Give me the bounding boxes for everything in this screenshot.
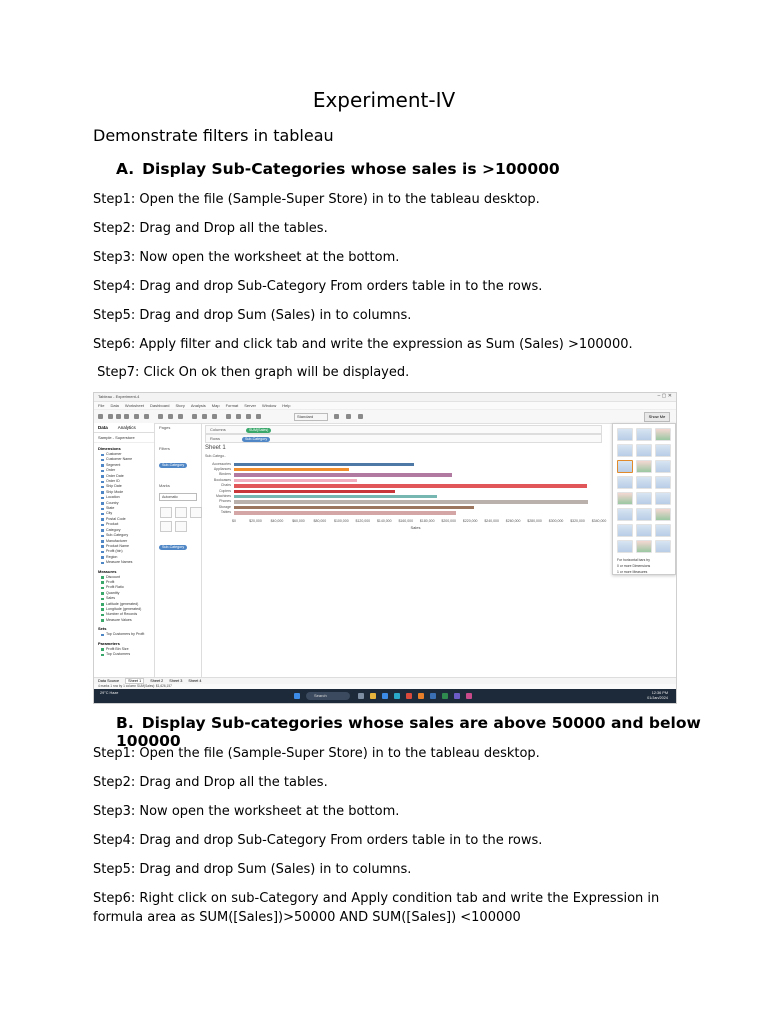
highlight-icon[interactable] — [226, 414, 231, 419]
field-item[interactable]: Category — [94, 528, 154, 533]
show-me-chart-option[interactable] — [617, 476, 633, 489]
section-b-step-4: Step4: Drag and drop Sub-Category From orders table in to the rows. — [93, 833, 543, 848]
tableau-logo-icon — [98, 414, 103, 419]
show-me-chart-option[interactable] — [636, 524, 652, 537]
category-label: Bookcases — [213, 477, 231, 482]
section-b-step-2: Step2: Drag and Drop all the tables. — [93, 775, 328, 790]
category-label: Binders — [219, 472, 231, 477]
bar[interactable] — [234, 500, 588, 504]
bar[interactable] — [234, 468, 349, 472]
x-tick-label: $140,000 — [376, 519, 392, 523]
x-tick-label: $120,000 — [355, 519, 371, 523]
tableau-screenshot — [93, 392, 677, 704]
store-icon[interactable] — [394, 693, 400, 699]
windows-taskbar — [94, 689, 676, 703]
sort-desc-icon[interactable] — [212, 414, 217, 419]
filter-pill[interactable]: Sub-Category — [159, 463, 187, 468]
field-item[interactable]: Segment — [94, 463, 154, 468]
dimensions-header: Dimensions — [98, 446, 121, 451]
cards-pane — [155, 423, 202, 685]
show-me-chart-option[interactable] — [655, 540, 671, 553]
show-me-chart-option[interactable] — [655, 524, 671, 537]
field-item[interactable]: Number of Records — [94, 612, 154, 617]
field-item[interactable]: Sales — [94, 596, 154, 601]
field-item[interactable]: Order — [94, 468, 154, 473]
field-item[interactable]: Longitude (generated) — [94, 607, 154, 612]
tableau-icon[interactable] — [430, 693, 436, 699]
show-me-chart-option[interactable] — [655, 476, 671, 489]
columns-shelf[interactable] — [205, 425, 602, 434]
field-item[interactable]: Top Customers — [94, 652, 154, 657]
bar[interactable] — [234, 473, 452, 477]
label-button[interactable] — [190, 507, 202, 518]
rows-shelf[interactable] — [205, 434, 602, 443]
x-tick-label: $80,000 — [313, 519, 327, 523]
new-datasource-icon[interactable] — [134, 414, 139, 419]
field-item[interactable]: Top Customers by Profit — [94, 632, 154, 637]
excel-icon[interactable] — [442, 693, 448, 699]
sheet-tab[interactable]: Sheet 3 — [169, 679, 183, 683]
x-tick-label: $320,000 — [570, 519, 585, 523]
category-label: Copiers — [218, 488, 231, 493]
x-axis-title: Sales — [410, 525, 421, 530]
section-a-step-2: Step2: Drag and Drop all the tables. — [93, 221, 328, 236]
menu-item[interactable]: Dashboard — [149, 403, 170, 408]
x-tick-label: $180,000 — [419, 519, 435, 523]
parameter-list — [94, 647, 154, 658]
category-label: Phones — [219, 499, 231, 504]
back-icon[interactable] — [108, 414, 113, 419]
show-me-dims: 0 or more Dimensions — [617, 564, 651, 568]
section-b-step-5: Step5: Drag and drop Sum (Sales) in to columns. — [93, 862, 412, 877]
show-me-chart-option[interactable] — [636, 540, 652, 553]
task-view-icon[interactable] — [358, 693, 364, 699]
category-label: Storage — [218, 504, 231, 509]
toolbar — [94, 410, 676, 424]
x-tick-label: $220,000 — [462, 519, 478, 523]
show-me-grid — [613, 424, 675, 557]
bar[interactable] — [234, 484, 587, 488]
show-me-chart-option[interactable] — [617, 524, 633, 537]
show-me-chart-option[interactable] — [636, 492, 652, 505]
show-me-note: For horizontal bars try — [617, 558, 650, 562]
measure-list — [94, 575, 154, 624]
field-item[interactable]: Quantity — [94, 591, 154, 596]
analytics-tab[interactable]: Analytics — [117, 425, 136, 430]
pause-icon[interactable] — [144, 414, 149, 419]
section-b-letter: B. — [116, 714, 134, 732]
menu-item[interactable]: Worksheet — [124, 403, 144, 408]
data-source[interactable]: Sample - Superstore — [94, 433, 154, 443]
share-icon[interactable] — [358, 414, 363, 419]
field-item[interactable]: Latitude (generated) — [94, 602, 154, 607]
field-item[interactable]: Customer — [94, 452, 154, 457]
bar[interactable] — [234, 463, 414, 467]
show-me-chart-option[interactable] — [617, 540, 633, 553]
pages-card: Pages — [159, 425, 171, 430]
show-me-chart-option[interactable] — [636, 476, 652, 489]
section-a-step-7: Step7: Click On ok then graph will be displayed. — [93, 365, 410, 380]
bar[interactable] — [234, 506, 474, 510]
marks-card: Marks — [159, 483, 170, 488]
x-tick-label: $200,000 — [441, 519, 457, 523]
menu-item[interactable]: File — [98, 403, 105, 408]
show-me-chart-option[interactable] — [636, 460, 652, 473]
bar[interactable] — [234, 495, 437, 499]
fit-dropdown[interactable]: Standard — [294, 413, 328, 421]
menu-item[interactable]: Analysis — [190, 403, 206, 408]
marks-pill[interactable]: Sub-Category — [159, 545, 187, 550]
clear-icon[interactable] — [178, 414, 183, 419]
forward-icon[interactable] — [116, 414, 121, 419]
viz-canvas — [202, 423, 607, 685]
field-item[interactable]: Measure Names — [94, 560, 154, 565]
show-me-chart-option[interactable] — [617, 460, 633, 473]
clock-time: 12:36 PM — [651, 691, 668, 695]
dimension-list — [94, 452, 154, 566]
parameters-header: Parameters — [98, 640, 120, 646]
show-me-chart-option[interactable] — [617, 492, 633, 505]
edge-icon[interactable] — [382, 693, 388, 699]
section-a-heading — [116, 160, 560, 178]
taskbar-clock[interactable] — [647, 691, 668, 701]
show-me-chart-option[interactable] — [617, 508, 633, 521]
field-item[interactable]: Order Date — [94, 474, 154, 479]
tooltip-button[interactable] — [175, 521, 187, 532]
columns-label: Columns — [210, 427, 226, 432]
show-me-chart-option[interactable] — [636, 508, 652, 521]
menu-item[interactable]: Help — [282, 403, 291, 408]
sets-header: Sets — [98, 626, 107, 632]
menu-item[interactable]: Window — [262, 403, 277, 408]
status-bar: 4 marks 1 row by 1 column SUM(Sales): $1,626,157 — [94, 684, 677, 689]
sheet-tab[interactable]: Sheet 4 — [188, 679, 202, 683]
present-icon[interactable] — [346, 414, 351, 419]
field-item[interactable]: Product — [94, 522, 154, 527]
weather-widget[interactable]: 29°C Haze — [100, 691, 119, 695]
measures-header: Measures — [98, 568, 117, 574]
x-tick-label: $300,000 — [548, 519, 564, 523]
x-tick-label: $40,000 — [270, 519, 284, 523]
swap-icon[interactable] — [192, 414, 197, 419]
x-tick-label: $160,000 — [398, 519, 414, 523]
section-a-step-3: Step3: Now open the worksheet at the bottom. — [93, 250, 400, 265]
field-item[interactable]: Profit (bin) — [94, 549, 154, 554]
rows-pill[interactable]: Sub-Category — [242, 437, 270, 442]
rows-label: Rows — [210, 436, 221, 441]
clock-date: 01/Jan/2024 — [647, 696, 668, 700]
category-label: Appliances — [213, 466, 231, 471]
sheet-tab[interactable]: Sheet 2 — [150, 679, 164, 683]
menu-item[interactable]: Format — [225, 403, 239, 408]
group-icon[interactable] — [236, 414, 241, 419]
show-me-chart-option[interactable] — [655, 460, 671, 473]
mark-type-dropdown[interactable]: Automatic — [159, 493, 197, 501]
field-item[interactable]: Sub-Category — [94, 533, 154, 538]
section-b-step-6: Step6: Right click on sub-Category and Apply condition tab and write the Expression in formula area as SUM([Sales])>50000 AND SUM([Sales]) <100000 — [93, 891, 660, 925]
menu-item[interactable]: Story — [175, 403, 185, 408]
show-me-measures: 1 or more Measures — [617, 570, 648, 574]
new-worksheet-icon[interactable] — [158, 414, 163, 419]
show-me-panel — [612, 423, 676, 575]
x-tick-label: $340,000 — [591, 519, 607, 523]
field-item[interactable]: Ship Mode — [94, 490, 154, 495]
field-item[interactable]: Manufacturer — [94, 539, 154, 544]
x-tick-label: $260,000 — [505, 519, 521, 523]
show-me-chart-option[interactable] — [655, 508, 671, 521]
show-me-chart-option[interactable] — [636, 428, 652, 441]
section-a-step-4: Step4: Drag and drop Sub-Category From orders table in to the rows. — [93, 279, 543, 294]
section-a-step-5: Step5: Drag and drop Sum (Sales) in to columns. — [93, 308, 412, 323]
taskbar-search[interactable]: Search — [306, 692, 350, 700]
size-button[interactable] — [175, 507, 187, 518]
x-tick-label: $20,000 — [249, 519, 262, 523]
field-item[interactable]: Region — [94, 555, 154, 560]
section-b-heading — [116, 714, 768, 750]
field-item[interactable]: Profit Ratio — [94, 585, 154, 590]
field-item[interactable]: Profit Bin Size — [94, 647, 154, 652]
data-pane-tabs — [94, 423, 154, 433]
data-pane — [94, 423, 155, 685]
row-header: Sub-Catego.. — [205, 454, 227, 458]
chrome-icon[interactable] — [406, 693, 412, 699]
bar[interactable] — [234, 479, 357, 483]
document-title: Experiment-IV — [312, 88, 456, 112]
section-b-step-3: Step3: Now open the worksheet at the bottom. — [93, 804, 400, 819]
category-label: Machines — [216, 493, 231, 498]
bar[interactable] — [234, 490, 395, 494]
app-icon-3[interactable] — [466, 693, 472, 699]
field-item[interactable]: Postal Code — [94, 517, 154, 522]
columns-pill[interactable]: SUM(Sales) — [246, 428, 271, 433]
marks-buttons — [155, 504, 201, 535]
show-me-chart-option[interactable] — [655, 492, 671, 505]
field-item[interactable]: Discount — [94, 575, 154, 580]
x-tick-label: $280,000 — [527, 519, 542, 523]
section-a-letter: A. — [116, 160, 135, 178]
menu-item[interactable]: Data — [110, 403, 119, 408]
section-b-step-1: Step1: Open the file (Sample-Super Store) in to the tableau desktop. — [93, 746, 540, 761]
menu-item[interactable]: Map — [211, 403, 220, 408]
show-cards-icon[interactable] — [334, 414, 339, 419]
color-button[interactable] — [160, 507, 172, 518]
data-tab[interactable]: Data — [98, 425, 108, 430]
field-item[interactable]: Customer Name — [94, 457, 154, 462]
duplicate-icon[interactable] — [168, 414, 173, 419]
sheet-title: Sheet 1 — [205, 445, 226, 451]
file-explorer-icon[interactable] — [370, 693, 376, 699]
sheet-tab[interactable]: Sheet 1 — [125, 678, 144, 684]
fix-axes-icon[interactable] — [256, 414, 261, 419]
sort-asc-icon[interactable] — [202, 414, 207, 419]
set-list — [94, 632, 154, 637]
x-tick-label: $60,000 — [292, 519, 305, 523]
start-icon[interactable] — [294, 693, 300, 699]
section-a-heading-text: Display Sub-Categories whose sales is >100000 — [142, 160, 560, 178]
show-me-chart-option[interactable] — [655, 444, 671, 457]
show-me-chart-option[interactable] — [617, 444, 633, 457]
section-b-heading-text: Display Sub-categories whose sales are above 50000 and below 100000 — [116, 714, 701, 750]
show-me-chart-option[interactable] — [636, 444, 652, 457]
section-a-step-1: Step1: Open the file (Sample-Super Store) in to the tableau desktop. — [93, 192, 540, 207]
field-item[interactable]: Ship Date — [94, 484, 154, 489]
field-item[interactable]: Country — [94, 501, 154, 506]
show-me-chart-option[interactable] — [617, 428, 633, 441]
category-label: Accessories — [212, 461, 231, 466]
app-icon-1[interactable] — [418, 693, 424, 699]
app-icon-2[interactable] — [454, 693, 460, 699]
field-item[interactable]: State — [94, 506, 154, 511]
field-item[interactable]: Product Name — [94, 544, 154, 549]
document-subtitle: Demonstrate filters in tableau — [93, 126, 334, 145]
section-a-step-6: Step6: Apply filter and click tab and write the expression as Sum (Sales) >100000. — [93, 337, 633, 352]
field-item[interactable]: Measure Values — [94, 618, 154, 623]
category-label: Chairs — [220, 483, 231, 488]
sheet-tab[interactable]: Data Source — [98, 679, 120, 683]
detail-button[interactable] — [160, 521, 172, 532]
save-icon[interactable] — [124, 414, 129, 419]
x-tick-label: $100,000 — [334, 519, 349, 523]
x-tick-label: $240,000 — [484, 519, 499, 523]
window-title: Tableau - Experiment-4 — [94, 393, 676, 402]
field-item[interactable]: City — [94, 511, 154, 516]
labels-icon[interactable] — [246, 414, 251, 419]
category-label: Tables — [220, 510, 231, 515]
window-controls[interactable]: – ▢ ✕ — [657, 393, 672, 399]
field-item[interactable]: Profit — [94, 580, 154, 585]
filters-card: Filters — [159, 446, 170, 451]
menu-bar — [94, 402, 676, 410]
menu-item[interactable]: Server — [244, 403, 257, 408]
bar[interactable] — [234, 511, 456, 515]
field-item[interactable]: Location — [94, 495, 154, 500]
show-me-chart-option[interactable] — [655, 428, 671, 441]
x-tick-label: $0 — [232, 519, 236, 523]
show-me-button[interactable]: Show Me — [644, 412, 670, 422]
field-item[interactable]: Order ID — [94, 479, 154, 484]
